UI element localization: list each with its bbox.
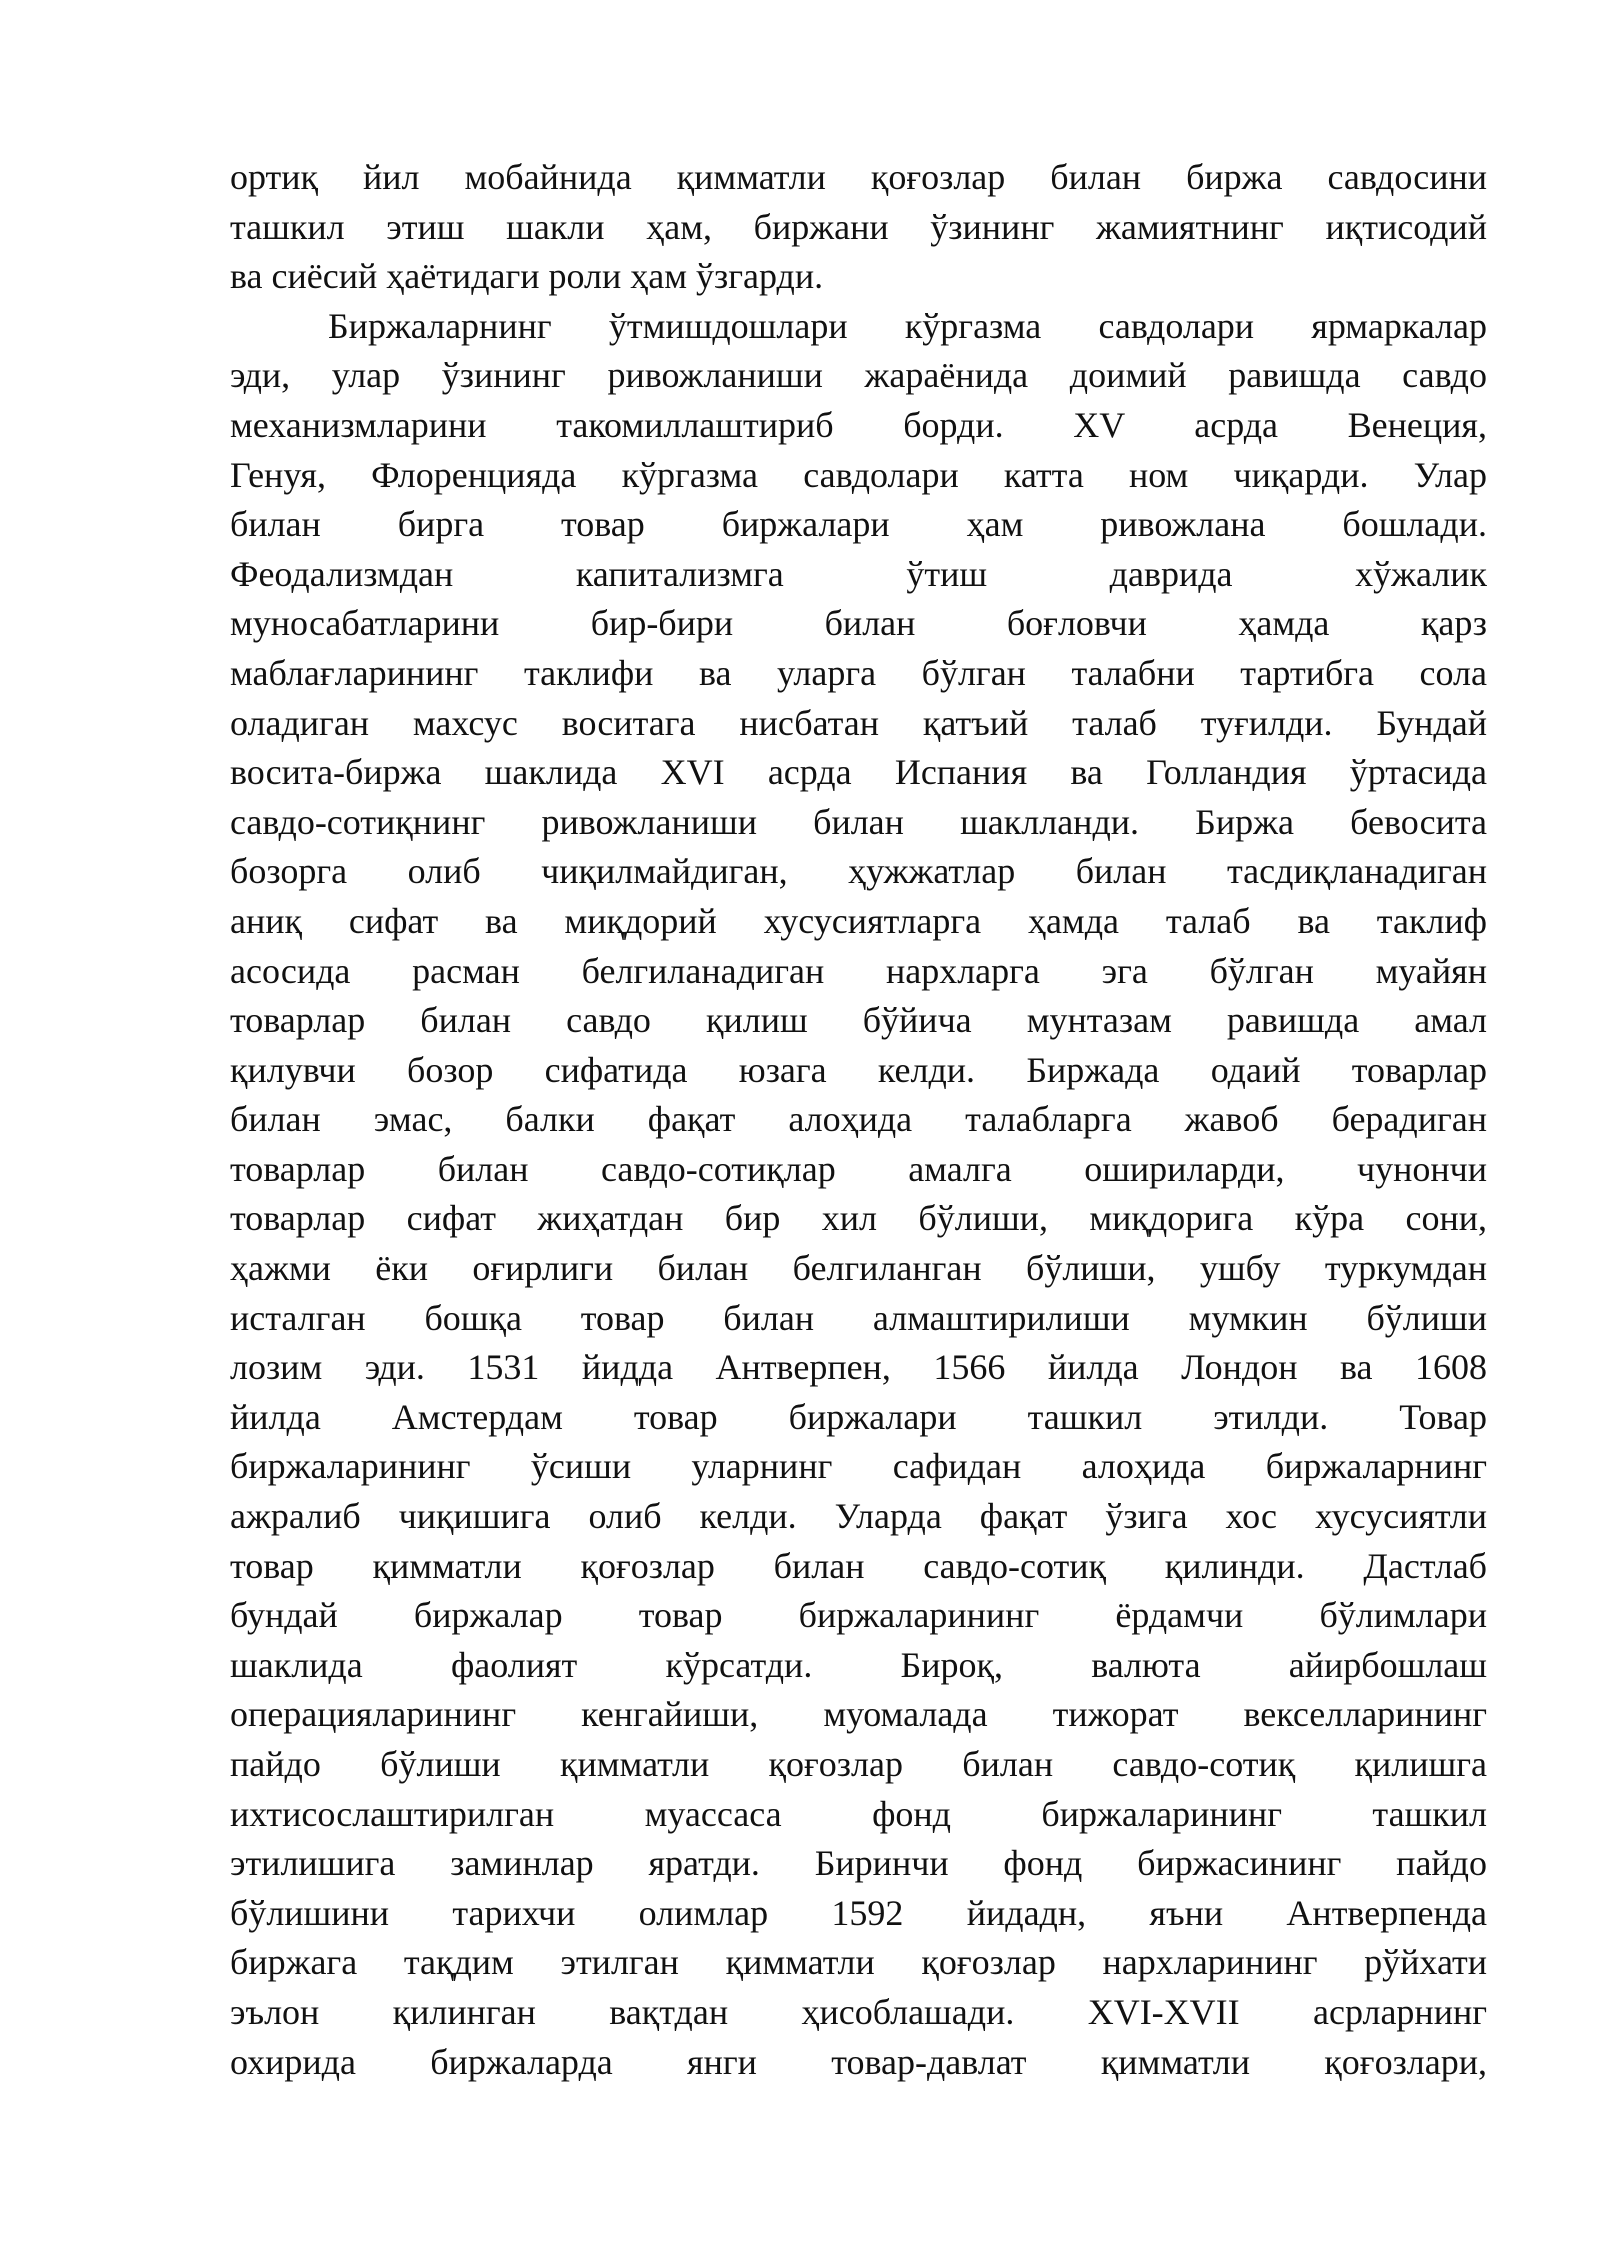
text-line: Генуя, Флоренцияда кўргазма савдолари катта ном чиқарди. Улар [230,454,1487,495]
text-line: бозорга олиб чиқилмайдиган, ҳужжатлар билан тасдиқланадиган [230,851,1487,892]
text-line: биржага тақдим этилган қимматли қоғозлар нархларининг рўйхати [230,1942,1487,1983]
text-line: ташкил этиш шакли ҳам, биржани ўзининг жамиятнинг иқтисодий [230,206,1487,247]
text-line: муносабатларини бир-бири билан боғловчи ҳамда қарз [230,603,1487,644]
text-line: савдо-сотиқнинг ривожланиши билан шаклланди. Биржа бевосита [230,801,1487,842]
text-line: ажралиб чиқишига олиб келди. Уларда фақат ўзига хос хусусиятли [230,1496,1487,1537]
text-line: исталган бошқа товар билан алмаштирилиши мумкин бўлиши [230,1297,1487,1338]
text-line: товарлар билан савдо қилиш бўйича мунтазам равишда амал [230,1000,1487,1041]
text-line: Феодализмдан капитализмга ўтиш даврида хўжалик [230,553,1487,594]
text-line: ихтисослаштирилган муассаса фонд биржаларининг ташкил [230,1793,1487,1834]
text-line: бундай биржалар товар биржаларининг ёрдамчи бўлимлари [230,1595,1487,1636]
text-line: бўлишини тарихчи олимлар 1592 йидадн, яъни Антверпенда [230,1892,1487,1933]
text-line: асосида расман белгиланадиган нархларга эга бўлган муайян [230,950,1487,991]
text-line: товарлар билан савдо-сотиқлар амалга ошириларди, чунончи [230,1148,1487,1189]
text-line: эди, улар ўзининг ривожланиши жараёнида доимий равишда савдо [230,355,1487,396]
text-line: қилувчи бозор сифатида юзага келди. Биржада одаий товарлар [230,1049,1487,1090]
text-line: шаклида фаолият кўрсатди. Бироқ, валюта айирбошлаш [230,1644,1487,1685]
text-line: ҳажми ёки оғирлиги билан белгиланган бўлиши, ушбу туркумдан [230,1248,1487,1289]
text-line: товар қимматли қоғозлар билан савдо-сотиқ қилинди. Дастлаб [230,1545,1487,1586]
text-line: товарлар сифат жиҳатдан бир хил бўлиши, миқдорига кўра сони, [230,1198,1487,1239]
text-line: билан бирга товар биржалари ҳам ривожлана бошлади. [230,504,1487,545]
text-line: операцияларининг кенгайиши, муомалада тижорат векселларининг [230,1694,1487,1735]
text-line: лозим эди. 1531 йидда Антверпен, 1566 йилда Лондон ва 1608 [230,1347,1487,1388]
text-line: маблағларининг таклифи ва уларга бўлган талабни тартибга сола [230,652,1487,693]
text-line: ортиқ йил мобайнида қимматли қоғозлар билан биржа савдосини [230,157,1487,197]
text-line: этилишига заминлар яратди. Биринчи фонд биржасининг пайдо [230,1843,1487,1884]
text-line: йилда Амстердам товар биржалари ташкил этилди. Товар [230,1396,1487,1437]
paragraph-start-line: Биржаларнинг ўтмишдошлари кўргазма савдолари ярмаркалар [328,305,1487,346]
text-line: эълон қилинган вақтдан ҳисоблашади. XVI-XVII асрларнинг [230,1991,1487,2032]
text-line: аниқ сифат ва миқдорий хусусиятларга ҳамда талаб ва таклиф [230,900,1487,941]
text-line: ва сиёсий ҳаётидаги роли ҳам ўзгарди. [230,256,824,297]
body-text [230,153,1487,2087]
text-line: охирида биржаларда янги товар-давлат қимматли қоғозлари, [230,2041,1487,2082]
text-line: оладиган махсус воситага нисбатан қатъий талаб туғилди. Бундай [230,702,1487,743]
text-line: билан эмас, балки фақат алоҳида талабларга жавоб берадиган [230,1099,1487,1140]
text-line: восита-биржа шаклида XVI асрда Испания ва Голландия ўртасида [230,752,1487,793]
text-line: биржаларининг ўсиши уларнинг сафидан алоҳида биржаларнинг [230,1446,1487,1487]
text-line: механизмларини такомиллаштириб борди. XV асрда Венеция, [230,404,1487,445]
text-line: пайдо бўлиши қимматли қоғозлар билан савдо-сотиқ қилишга [230,1744,1487,1784]
